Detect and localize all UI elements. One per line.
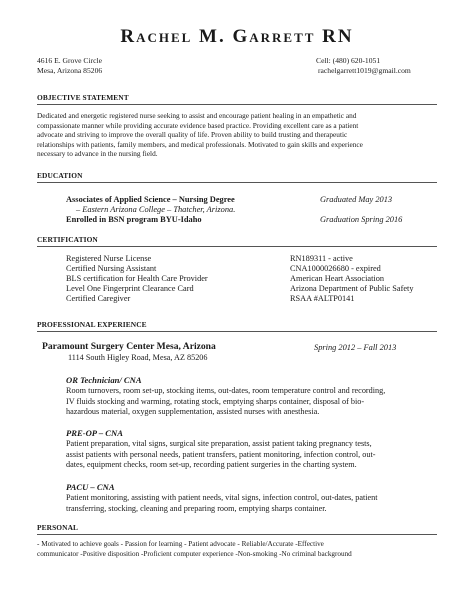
degree-bsn-date: Graduation Spring 2016 (320, 215, 403, 224)
cert-name: BLS certification for Health Care Provider (66, 274, 208, 283)
duty-line: hazardous material, oxygen supplementation, assisted nurses with anesthesia. (66, 407, 320, 417)
employer-address: 1114 South Higley Road, Mesa, AZ 85206 (68, 353, 208, 362)
duty-line: assist patients with personal needs, patient transfers, patient monitoring, infection control, out- (66, 449, 376, 459)
objective-line: advocate and striving to improve the overall quality of life. Proven ability to build trusting and therapeutic (37, 130, 348, 140)
role-duties (66, 386, 446, 418)
personal-line: - Motivated to achieve goals - Passion for learning - Patient advocate - Reliable/Accurate -Effective (37, 540, 324, 548)
certification-heading: CERTIFICATION (37, 235, 98, 244)
objective-line: compassionate manner while providing accurate evidence based practice. Providing excellent care as a patient (37, 120, 359, 130)
experience-heading: PROFESSIONAL EXPERIENCE (37, 320, 147, 329)
duty-line: IV fluids stocking and warming, rotating stock, emptying sharps container, disposal of bio- (66, 396, 365, 406)
personal-traits (37, 540, 447, 559)
cert-detail: RN189311 - active (290, 254, 353, 263)
section-divider (37, 104, 437, 105)
section-divider (37, 331, 437, 332)
cert-detail: American Heart Association (290, 274, 385, 283)
duty-line: Room turnovers, room set-up, stocking items, out-dates, room temperature control and recording, (66, 386, 386, 395)
degree-associates: Associates of Applied Science – Nursing Degree (66, 195, 235, 204)
address-line-2: Mesa, Arizona 85206 (37, 66, 103, 75)
cert-detail: Arizona Department of Public Safety (290, 284, 414, 293)
duty-line: Patient preparation, vital signs, surgical site preparation, assist patient taking pregnancy tests, (66, 439, 372, 448)
objective-line: necessary to advance in the nursing field. (37, 149, 158, 159)
objective-line: relationships with patients, family members, and medical professionals. Motivated to gain skills and experience (37, 139, 363, 149)
role-title: PACU – CNA (66, 482, 115, 492)
duty-line: transferring, stocking, cleaning and preparing room, emptying sharps container. (66, 503, 327, 513)
cert-name: Level One Fingerprint Clearance Card (66, 284, 194, 293)
cert-detail: CNA1000026680 - expired (290, 264, 381, 273)
role-duties (66, 439, 446, 471)
duty-line: dates, equipment checks, room set-up, recording patient surgeries in the charting system. (66, 460, 357, 470)
role-duties (66, 493, 446, 514)
candidate-name: Rachel M. Garrett RN (120, 26, 354, 47)
degree-associates-school: – Eastern Arizona College – Thatcher, Arizona. (76, 205, 236, 214)
objective-statement (37, 111, 442, 159)
employment-dates: Spring 2012 – Fall 2013 (314, 343, 397, 352)
degree-bsn: Enrolled in BSN program BYU-Idaho (66, 215, 202, 224)
education-heading: EDUCATION (37, 171, 83, 180)
personal-line: communicator -Positive disposition -Proficient computer experience -Non-smoking -No criminal background (37, 549, 352, 558)
duty-line: Patient monitoring, assisting with patient needs, vital signs, infection control, out-dates, patient (66, 493, 378, 502)
cert-name: Registered Nurse License (66, 254, 152, 263)
email-address: rachelgarrett1019@gmail.com (318, 66, 411, 75)
objective-line: Dedicated and energetic registered nurse seeking to assist and encourage patient healing in an empathetic and (37, 111, 357, 120)
section-divider (37, 182, 437, 183)
address-line-1: 4616 E. Grove Circle (37, 56, 102, 65)
cert-name: Certified Caregiver (66, 294, 131, 303)
role-title: PRE-OP – CNA (66, 428, 123, 438)
employer-name: Paramount Surgery Center Mesa, Arizona (42, 341, 216, 352)
personal-heading: PERSONAL (37, 523, 79, 532)
degree-associates-date: Graduated May 2013 (320, 195, 393, 204)
cert-detail: RSAA #ALTP0141 (290, 294, 355, 303)
section-divider (37, 246, 437, 247)
cell-phone: Cell: (480) 620-1051 (316, 56, 381, 65)
section-divider (37, 534, 437, 535)
objective-heading: OBJECTIVE STATEMENT (37, 93, 129, 102)
cert-name: Certified Nursing Assistant (66, 264, 157, 273)
role-title: OR Technician/ CNA (66, 375, 142, 385)
